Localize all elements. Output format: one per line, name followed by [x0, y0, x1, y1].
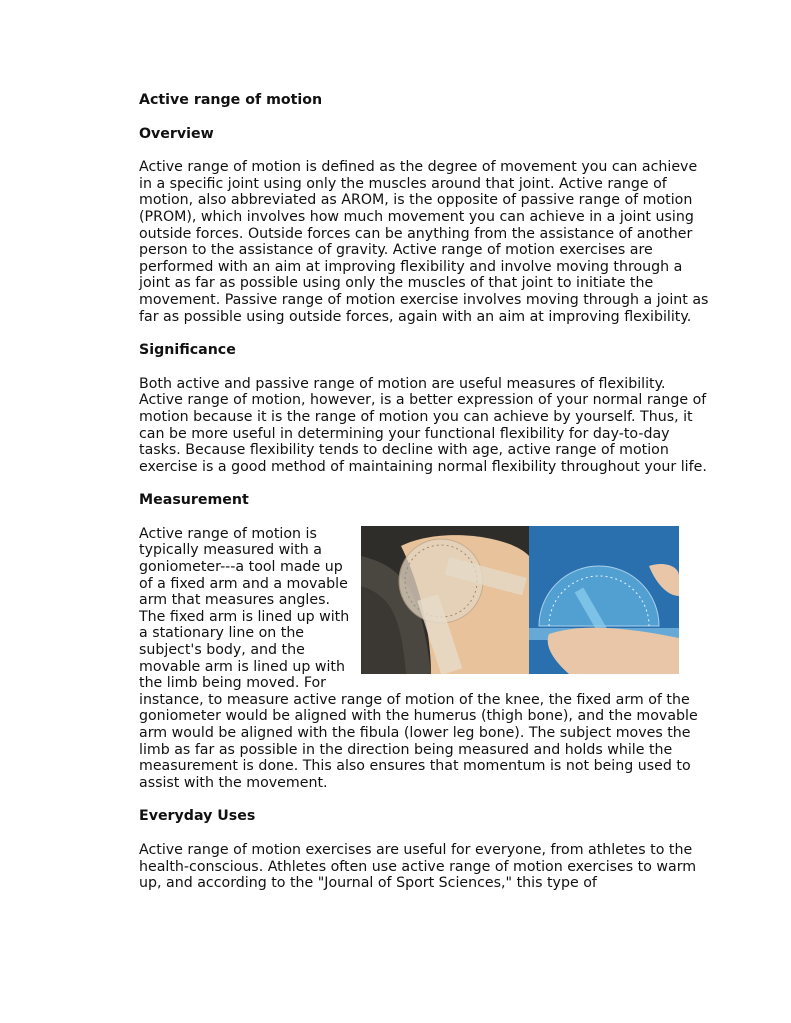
goniometer-hand-photo: [529, 526, 679, 674]
section-body-everyday-uses: Active range of motion exercises are useful for everyone, from athletes to the health-conscious. Athletes often use active range of motion exercises to warm up, and according to the "Journal of Sport Sciences," this type of: [139, 841, 697, 892]
section-heading-measurement: Measurement: [139, 492, 249, 509]
section-body-overview: Active range of motion is defined as the degree of movement you can achieve in a specific joint using only the muscles around that joint. Active range of motion, also abbreviated as AROM, is the opposite of passive range of motion (PROM), which involves how much movement you can achieve in a joint using outside forces. Outside forces can be anything from the assistance of another person to the assistance of gravity. Active range of motion exercises are performed with an aim at improving flexibility and involve moving through a joint as far as possible using only the muscles of that joint to initiate the movement. Passive range of motion exercise involves moving through a joint as far as possible using outside forces, again with an aim at improving flexibility.: [139, 159, 709, 325]
goniometer-knee-photo: [361, 526, 529, 674]
section-heading-overview: Overview: [139, 125, 214, 142]
document-page: [139, 92, 709, 909]
section-heading-everyday-uses: Everyday Uses: [139, 808, 256, 825]
section-body-significance: Both active and passive range of motion are useful measures of flexibility. Active range of motion, however, is a better expression of your normal range of motion because it is the range of motion you can achieve by yourself. Thus, it can be more useful in determining your functional flexibility for day-to-day tasks. Because flexibility tends to decline with age, active range of motion exercise is a good method of maintaining normal flexibility throughout your life.: [139, 375, 707, 475]
page-title: Active range of motion: [139, 92, 323, 108]
section-body-measurement: Active range of motion is typically measured with a goniometer---a tool made up of a fixed arm and a movable arm that measures angles. The fixed arm is lined up with a stationary line on the subject's body, and the movable arm is lined up with the limb being moved. For instance, to measure active range of motion of the knee, the fixed arm of the goniometer would be aligned with the humerus (thigh bone), and the movable arm would be aligned with the fibula (lower leg bone). The subject moves the limb as far as possible in the direction being measured and holds while the measurement is done. This also ensures that momentum is not being used to assist with the movement.: [139, 525, 698, 791]
goniometer-photo: [361, 526, 679, 674]
section-heading-significance: Significance: [139, 342, 236, 359]
